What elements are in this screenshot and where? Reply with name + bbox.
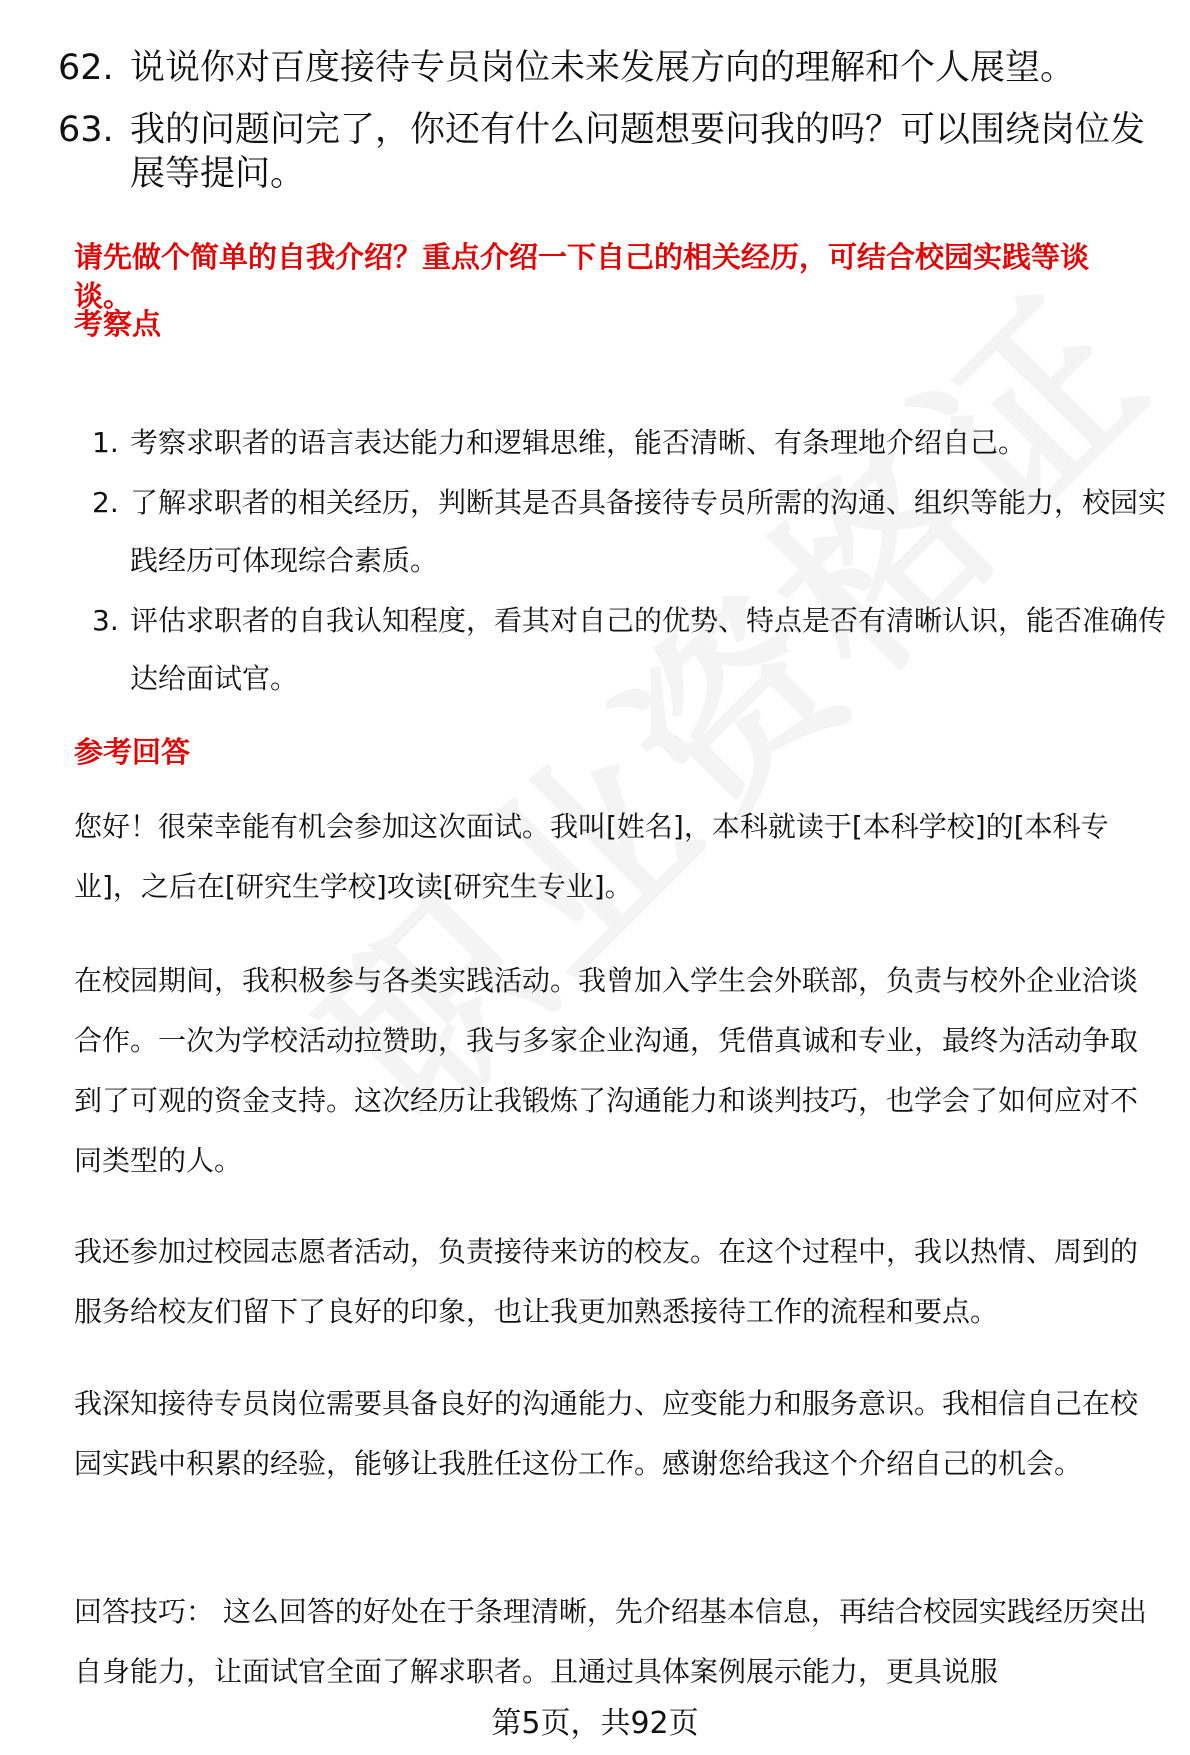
question-number: 62.	[58, 48, 114, 88]
answer-paragraph: 在校园期间，我积极参与各类实践活动。我曾加入学生会外联部，负责与校外企业洽谈合作。一次为学校活动拉赞助，我与多家企业沟通，凭借真诚和专业，最终为活动争取到了可观的资金支持。这次经历让我锻炼了沟通能力和谈判技巧，也学会了如何应对不同类型的人。	[74, 964, 1139, 1177]
question-item	[58, 108, 1158, 196]
point-item	[92, 592, 1172, 708]
point-text: 考察求职者的语言表达能力和逻辑思维，能否清晰、有条理地介绍自己。	[130, 426, 1027, 459]
question-number: 63.	[58, 110, 114, 150]
answer-label: 参考回答	[74, 735, 191, 769]
answer-paragraph: 我还参加过校园志愿者活动，负责接待来访的校友。在这个过程中，我以热情、周到的服务给校友们留下了良好的印象，也让我更加熟悉接待工作的流程和要点。	[74, 1235, 1139, 1328]
points-label: 考察点	[74, 307, 162, 341]
answer-paragraph: 您好！很荣幸能有机会参加这次面试。我叫[姓名]，本科就读于[本科学校]的[本科专业]，之后在[研究生学校]攻读[研究生专业]。	[74, 810, 1109, 903]
question-text: 我的问题问完了，你还有什么问题想要问我的吗？可以围绕岗位发展等提问。	[130, 110, 1146, 194]
page-footer: 第5页，共92页	[491, 1706, 699, 1741]
point-number: 1.	[92, 426, 119, 459]
point-number: 3.	[92, 604, 119, 637]
point-number: 2.	[92, 486, 119, 519]
question-text: 说说你对百度接待专员岗位未来发展方向的理解和个人展望。	[130, 48, 1076, 88]
answer-paragraph: 我深知接待专员岗位需要具备良好的沟通能力、应变能力和服务意识。我相信自己在校园实践中积累的经验，能够让我胜任这份工作。感谢您给我这个介绍自己的机会。	[74, 1387, 1139, 1480]
point-item	[92, 474, 1172, 590]
point-item	[92, 414, 1172, 472]
point-text: 评估求职者的自我认知程度，看其对自己的优势、特点是否有清晰认识，能否准确传达给面试官。	[130, 604, 1167, 695]
section-question: 请先做个简单的自我介绍？重点介绍一下自己的相关经历，可结合校园实践等谈谈。	[74, 240, 1090, 313]
points-list	[92, 414, 1172, 710]
question-list	[58, 46, 1158, 214]
question-item	[58, 46, 1158, 90]
point-text: 了解求职者的相关经历，判断其是否具备接待专员所需的沟通、组织等能力，校园实践经历可体现综合素质。	[130, 486, 1167, 577]
answer-tip: 回答技巧： 这么回答的好处在于条理清晰，先介绍基本信息，再结合校园实践经历突出自身能力，让面试官全面了解求职者。且通过具体案例展示能力，更具说服	[74, 1595, 1147, 1688]
